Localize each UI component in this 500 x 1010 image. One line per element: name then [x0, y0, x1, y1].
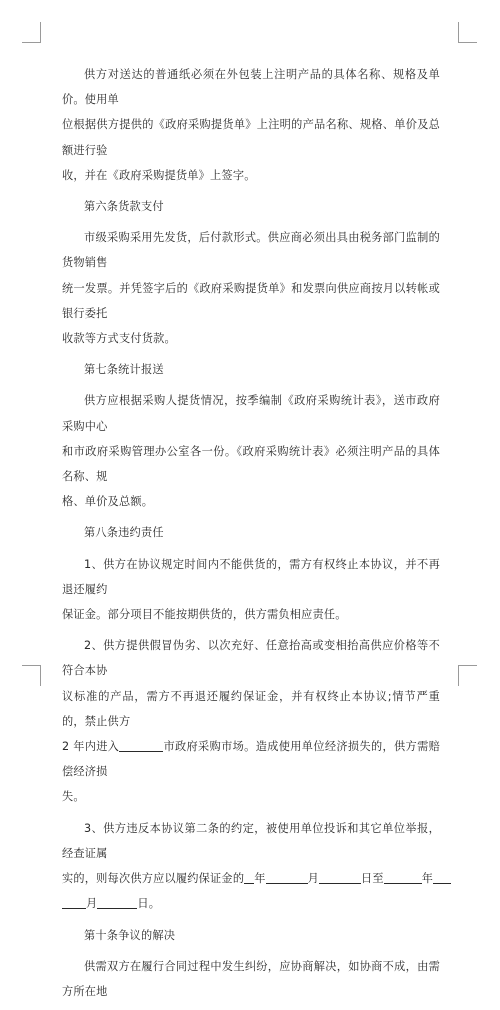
text-line: 3、供方违反本协议第二条的约定，被使用单位投诉和其它单位举报，经查证属 — [62, 821, 440, 860]
section-heading-liability: 第八条违约责任 — [84, 526, 164, 540]
text-fragment: 市政府采购市场。造成使用单位经济损失的，供方需赔偿经济损 — [62, 740, 440, 779]
paragraph-payment — [62, 225, 440, 351]
crop-mark-bottom-right-h — [458, 665, 477, 666]
text-line — [62, 734, 440, 784]
text-line: 收，并在《政府采购提货单》上签字。 — [62, 168, 256, 182]
crop-mark-top-right — [458, 22, 459, 43]
fill-in-blank — [62, 895, 86, 909]
crop-mark-bottom-left — [40, 665, 41, 686]
text-fragment: 年 — [421, 872, 434, 886]
text-fragment: 2 年内进入 — [62, 740, 120, 754]
text-fragment: 实的，则每次供方应以履约保证金的 — [62, 872, 245, 886]
crop-mark-bottom-right — [458, 665, 459, 686]
text-line: 和市政府采购管理办公室各一份。《政府采购统计表》必须注明产品的具体名称、规 — [62, 444, 440, 484]
paragraph-liability-3 — [62, 816, 440, 917]
text-line: 2、供方提供假冒伪劣、以次充好、任意抬高或变相抬高供应价格等不符合本协 — [62, 639, 440, 678]
fill-in-blank — [244, 870, 254, 884]
text-line — [62, 866, 440, 891]
text-line — [62, 891, 440, 916]
text-fragment: 月 — [307, 872, 319, 886]
text-line: 格、单价及总额。 — [62, 495, 154, 509]
fill-in-blank — [266, 870, 308, 884]
document-body — [62, 62, 440, 1010]
text-line: 统一发票。并凭签字后的《政府采购提货单》和发票向供应商按月以转帐或银行委托 — [62, 281, 440, 320]
crop-mark-bottom-left-h — [22, 665, 41, 666]
fill-in-blank — [433, 870, 451, 884]
crop-mark-top-right-h — [458, 42, 477, 43]
text-line: 1、供方在协议规定时间内不能供货的，需方有权终止本协议，并不再退还履约 — [62, 557, 440, 596]
text-line: 收款等方式支付货款。 — [62, 332, 176, 346]
section-heading-statistics: 第七条统计报送 — [84, 363, 164, 377]
text-line: 市级采购采用先发货，后付款形式。供应商必须出具由税务部门监制的货物销售 — [62, 231, 440, 270]
section-heading-dispute: 第十条争议的解决 — [84, 928, 176, 942]
fill-in-blank — [319, 870, 361, 884]
fill-in-blank — [384, 870, 422, 884]
paragraph-dispute — [62, 954, 440, 1004]
text-line: 供方对送达的普通纸必须在外包装上注明产品的具体名称、规格及单价。使用单 — [62, 68, 440, 107]
paragraph-liability-2 — [62, 633, 440, 809]
paragraph-packaging — [62, 62, 440, 188]
crop-mark-top-left-h — [22, 42, 41, 43]
text-fragment: 月 — [86, 897, 98, 911]
paragraph-statistics — [62, 388, 440, 514]
paragraph-liability-1 — [62, 552, 440, 628]
fill-in-blank — [97, 895, 137, 909]
text-fragment: 年 — [254, 872, 266, 886]
text-line: 议标准的产品，需方不再退还履约保证金，并有权终止本协议;情节严重的，禁止供方 — [62, 689, 440, 728]
text-fragment: 日。 — [137, 897, 161, 911]
text-line: 位根据供方提供的《政府采购提货单》上注明的产品名称、规格、单价及总额进行验 — [62, 118, 440, 157]
text-line: 供方应根据采购人提货情况，按季编制《政府采购统计表》，送市政府采购中心 — [62, 394, 440, 433]
text-line: 失。 — [62, 790, 85, 804]
section-heading-payment: 第六条货款支付 — [84, 200, 164, 214]
text-line: 供需双方在履行合同过程中发生纠纷，应协商解决，如协商不成，由需方所在地 — [62, 959, 440, 998]
text-fragment: 日至 — [360, 872, 384, 886]
crop-mark-top-left — [40, 22, 41, 43]
fill-in-blank — [119, 738, 163, 752]
text-line: 保证金。部分项目不能按期供货的，供方需负相应责任。 — [62, 608, 347, 622]
